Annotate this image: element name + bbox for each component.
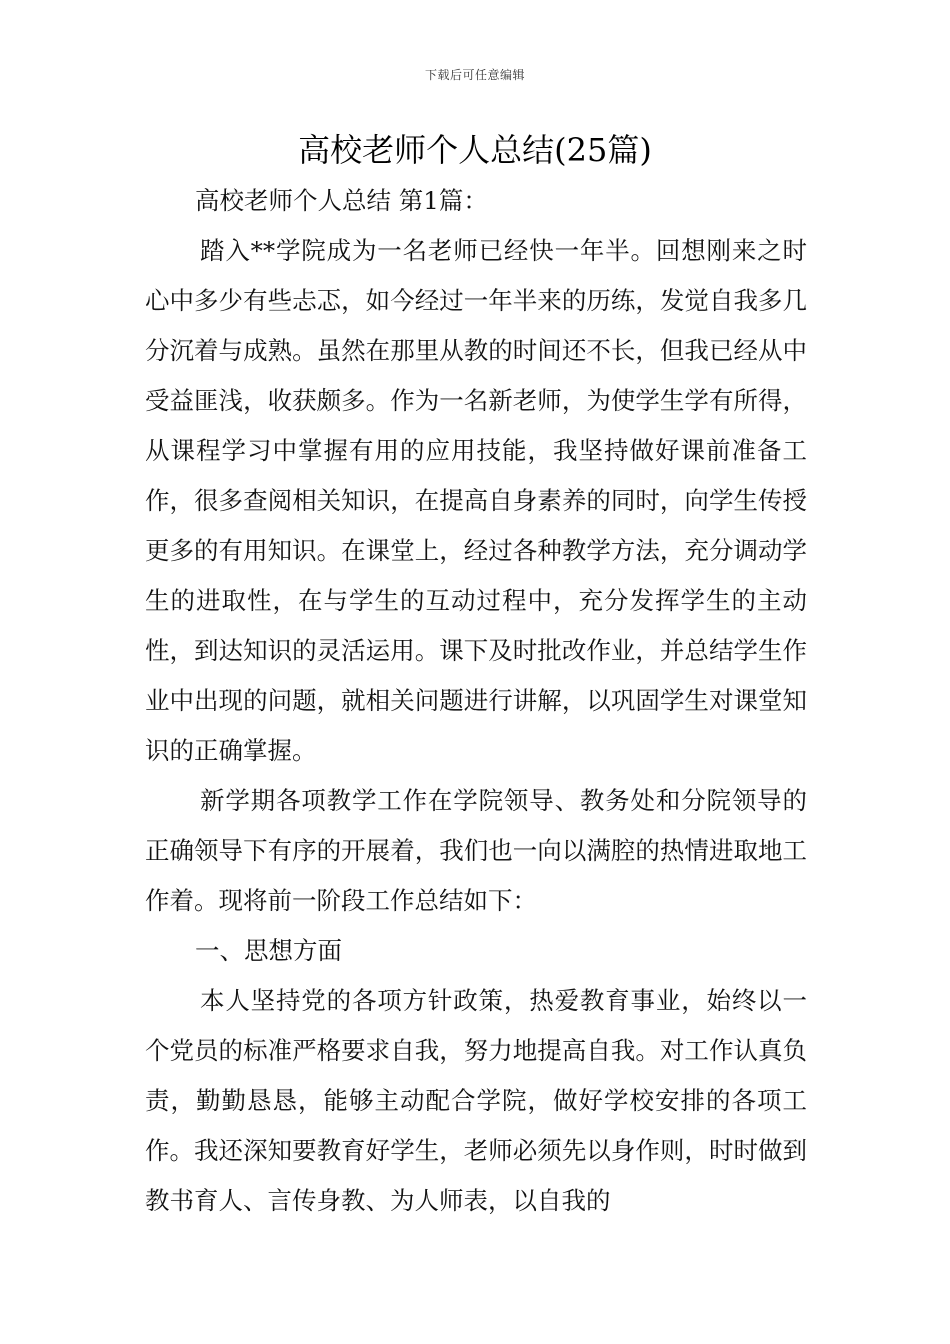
paragraph: 本人坚持党的各项方针政策，热爱教育事业，始终以一个党员的标准严格要求自我，努力地提高自我。对工作认真负责，勤勤恳恳，能够主动配合学院，做好学校安排的各项工作。我还深知要教育好学生，老师必须先以身作则，时时做到教书育人、言传身教、为人师表，以自我的	[145, 986, 807, 1215]
paragraph: 新学期各项教学工作在学院领导、教务处和分院领导的正确领导下有序的开展着，我们也一向以满腔的热情进取地工作着。现将前一阶段工作总结如下：	[145, 786, 807, 915]
document-title: 高校老师个人总结(25篇)	[298, 131, 652, 169]
paragraph: 踏入**学院成为一名老师已经快一年半。回想刚来之时心中多少有些忐忑，如今经过一年半来的历练，发觉自我多几分沉着与成熟。虽然在那里从教的时间还不长，但我已经从中受益匪浅，收获颇多。作为一名新老师，为使学生学有所得，从课程学习中掌握有用的应用技能，我坚持做好课前准备工作，很多查阅相关知识，在提高自身素养的同时，向学生传授更多的有用知识。在课堂上，经过各种教学方法，充分调动学生的进取性，在与学生的互动过程中，充分发挥学生的主动性，到达知识的灵活运用。课下及时批改作业，并总结学生作业中出现的问题，就相关问题进行讲解，以巩固学生对课堂知识的正确掌握。	[145, 236, 807, 765]
document-body	[145, 176, 807, 1226]
section-heading: 一、思想方面	[195, 936, 342, 965]
section-heading: 高校老师个人总结 第1篇：	[195, 186, 488, 215]
header-note: 下载后可任意编辑	[424, 68, 525, 82]
